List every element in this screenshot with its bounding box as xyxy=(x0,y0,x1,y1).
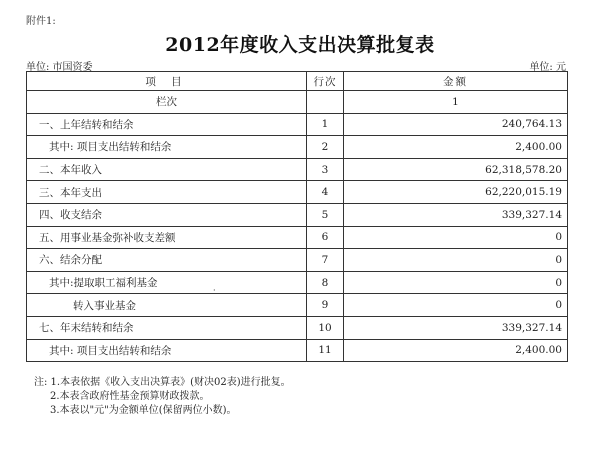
row-number: 10 xyxy=(307,316,344,339)
table-row xyxy=(27,136,568,159)
lanci-label: 栏次 xyxy=(27,91,307,114)
row-amount: 2,400.00 xyxy=(344,339,568,362)
row-number: 11 xyxy=(307,339,344,362)
footnote-1: 注: 1.本表依据《收入支出决算表》(财决02表)进行批复。 xyxy=(34,377,291,388)
row-number: 2 xyxy=(307,136,344,159)
document-title: 2012年度收入支出决算批复表 xyxy=(165,34,435,56)
row-label: 一、上年结转和结余 xyxy=(27,113,307,136)
row-label: 其中: 项目支出结转和结余 xyxy=(27,339,307,362)
table-header-row xyxy=(27,72,568,91)
row-number: 9 xyxy=(307,294,344,317)
row-amount: 339,327.14 xyxy=(344,203,568,226)
table-row xyxy=(27,226,568,249)
unit-organization: 单位: 市国资委 xyxy=(26,62,93,73)
row-number: 3 xyxy=(307,158,344,181)
row-label: 其中:提取职工福利基金 xyxy=(27,271,307,294)
table-row xyxy=(27,316,568,339)
attachment-label: 附件1: xyxy=(26,16,56,27)
row-number: 8 xyxy=(307,271,344,294)
row-amount: 339,327.14 xyxy=(344,316,568,339)
table-row xyxy=(27,158,568,181)
row-amount: 2,400.00 xyxy=(344,136,568,159)
lanci-row-number xyxy=(307,91,344,114)
row-number: 4 xyxy=(307,181,344,204)
table-row xyxy=(27,249,568,272)
row-amount: 62,318,578.20 xyxy=(344,158,568,181)
footnote-3: 3.本表以"元"为金额单位(保留两位小数)。 xyxy=(50,405,237,416)
row-label: 七、年末结转和结余 xyxy=(27,316,307,339)
row-label: 三、本年支出 xyxy=(27,181,307,204)
row-amount: 0 xyxy=(344,271,568,294)
table-row xyxy=(27,181,568,204)
stray-mark: · xyxy=(213,286,216,295)
footnotes xyxy=(34,376,291,418)
row-label: 转入事业基金 xyxy=(27,294,307,317)
row-number: 7 xyxy=(307,249,344,272)
row-amount: 0 xyxy=(344,249,568,272)
table-row xyxy=(27,271,568,294)
row-number: 6 xyxy=(307,226,344,249)
lanci-row xyxy=(27,91,568,114)
table-row xyxy=(27,294,568,317)
row-label: 二、本年收入 xyxy=(27,158,307,181)
row-amount: 0 xyxy=(344,294,568,317)
row-amount: 62,220,015.19 xyxy=(344,181,568,204)
row-amount: 0 xyxy=(344,226,568,249)
header-item: 项 目 xyxy=(27,72,307,91)
unit-currency: 单位: 元 xyxy=(529,62,566,73)
row-label: 其中: 项目支出结转和结余 xyxy=(27,136,307,159)
header-row-number: 行次 xyxy=(307,72,344,91)
row-label: 四、收支结余 xyxy=(27,203,307,226)
row-number: 5 xyxy=(307,203,344,226)
row-label: 五、用事业基金弥补收支差额 xyxy=(27,226,307,249)
table-row xyxy=(27,203,568,226)
row-amount: 240,764.13 xyxy=(344,113,568,136)
header-amount: 金额 xyxy=(344,72,568,91)
lanci-amount: 1 xyxy=(344,91,568,114)
table-row xyxy=(27,113,568,136)
table-row xyxy=(27,339,568,362)
row-label: 六、结余分配 xyxy=(27,249,307,272)
row-number: 1 xyxy=(307,113,344,136)
approval-table xyxy=(26,71,568,362)
footnote-2: 2.本表含政府性基金预算财政拨款。 xyxy=(50,391,210,402)
